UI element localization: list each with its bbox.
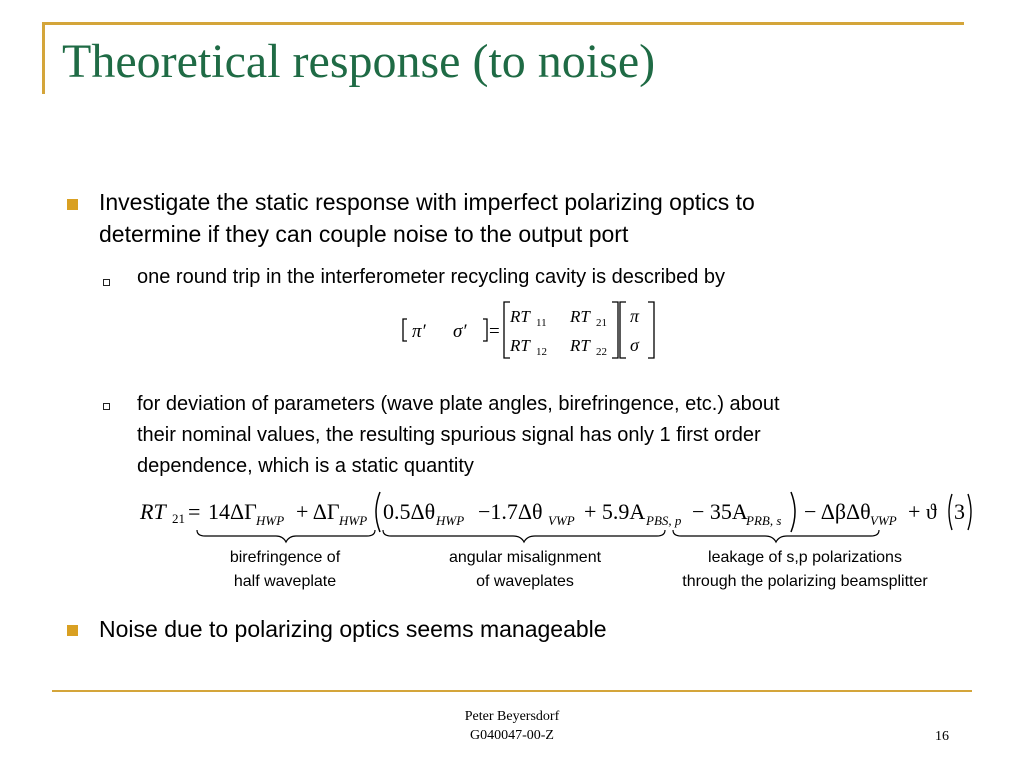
annotation-leakage-line-2: through the polarizing beamsplitter xyxy=(682,573,928,590)
vector-right-bracket xyxy=(648,302,654,358)
eq-term-7: − ΔβΔθ xyxy=(804,499,871,524)
sub-bullet-square-icon xyxy=(103,403,110,410)
page-number: 16 xyxy=(935,729,949,744)
vector-pi: π xyxy=(630,306,640,326)
underbrace-angular xyxy=(383,530,665,542)
eq-term-6: − 35A xyxy=(692,499,748,524)
sub-bullet-1-text: one round trip in the interferometer recycling cavity is described by xyxy=(137,266,726,288)
matrix-entry-22: RT xyxy=(570,336,590,355)
underbrace-birefringence xyxy=(197,530,375,542)
eq-term-4: −1.7Δθ xyxy=(478,499,543,524)
eq-close-paren xyxy=(791,492,795,532)
lhs-right-bracket xyxy=(483,319,487,341)
slide-title: Theoretical response (to noise) xyxy=(62,35,656,88)
matrix-entry-12: RT xyxy=(510,336,530,355)
lhs-pi-prime: π′ xyxy=(412,321,426,342)
eq-lhs-sub: 21 xyxy=(172,511,185,526)
eq-term-1: 14ΔΓ xyxy=(208,499,257,524)
bullet-2-text: Noise due to polarizing optics seems manageable xyxy=(99,616,607,642)
eq-equals: = xyxy=(188,499,201,524)
bullet-1-line-2: determine if they can couple noise to the output port xyxy=(99,221,629,247)
matrix-entry-11: RT xyxy=(510,307,530,326)
eq-term-5: + 5.9A xyxy=(584,499,646,524)
bullet-square-icon xyxy=(67,625,78,636)
eq-open-paren xyxy=(376,492,380,532)
sub-bullet-2-line-2: their nominal values, the resulting spurious signal has only 1 first order xyxy=(137,424,761,446)
eq-term-3: 0.5Δθ xyxy=(383,499,436,524)
annotation-angular xyxy=(410,546,640,594)
matrix-right-bracket xyxy=(612,302,618,358)
footer-block xyxy=(412,707,612,745)
matrix-equation xyxy=(398,300,668,362)
vector-left-bracket xyxy=(620,302,626,358)
eq-sub-6: PRB, s xyxy=(746,513,782,528)
annotation-birefringence-line-2: half waveplate xyxy=(233,573,337,590)
matrix-sub-11: 11 xyxy=(536,317,547,329)
annotation-leakage-line-1: leakage of s,p polarizations xyxy=(708,549,902,566)
footer-author: Peter Beyersdorf xyxy=(464,709,560,724)
eq-sub-3: HWP xyxy=(436,513,465,528)
underbrace-leakage xyxy=(673,530,879,542)
eq-order-close-paren xyxy=(968,494,971,530)
matrix-sub-22: 22 xyxy=(596,346,607,358)
annotation-birefringence-line-1: birefringence of xyxy=(229,549,341,566)
sub-bullet-2-line-3: dependence, which is a static quantity xyxy=(137,455,474,477)
vector-sigma: σ xyxy=(630,335,639,355)
sub-bullet-2-line-1: for deviation of parameters (wave plate angles, birefringence, etc.) about xyxy=(137,393,780,415)
annotation-angular-line-1: angular misalignment xyxy=(448,549,602,566)
annotation-angular-line-2: of waveplates xyxy=(476,573,574,590)
eq-order-open-paren xyxy=(949,494,952,530)
eq-term-8: + ϑ xyxy=(908,499,937,524)
eq-sub-1: HWP xyxy=(256,513,285,528)
eq-lhs: RT xyxy=(140,499,166,524)
eq-term-2: + ΔΓ xyxy=(296,499,340,524)
eq-sub-7: VWP xyxy=(870,513,897,528)
bullet-1-line-1: Investigate the static response with imperfect polarizing optics to xyxy=(99,189,755,215)
footer-divider xyxy=(52,690,972,692)
eq-sub-2: HWP xyxy=(339,513,368,528)
bullet-square-icon xyxy=(67,199,78,210)
frame-accent-vertical xyxy=(42,22,45,94)
lhs-sigma-prime: σ′ xyxy=(453,321,467,342)
matrix-entry-21: RT xyxy=(570,307,590,326)
eq-sub-4: VWP xyxy=(548,513,575,528)
footer-doc-id: G040047-00-Z xyxy=(470,728,554,743)
eq-order: 3 xyxy=(954,499,965,524)
frame-accent-horizontal xyxy=(42,22,964,25)
equals-sign: = xyxy=(489,321,500,342)
eq-sub-5: PBS, p xyxy=(646,513,682,528)
lhs-left-bracket xyxy=(403,319,407,341)
matrix-sub-21: 21 xyxy=(596,317,607,329)
annotation-birefringence xyxy=(195,546,375,594)
annotation-leakage xyxy=(650,546,960,594)
matrix-sub-12: 12 xyxy=(536,346,547,358)
sub-bullet-square-icon xyxy=(103,279,110,286)
